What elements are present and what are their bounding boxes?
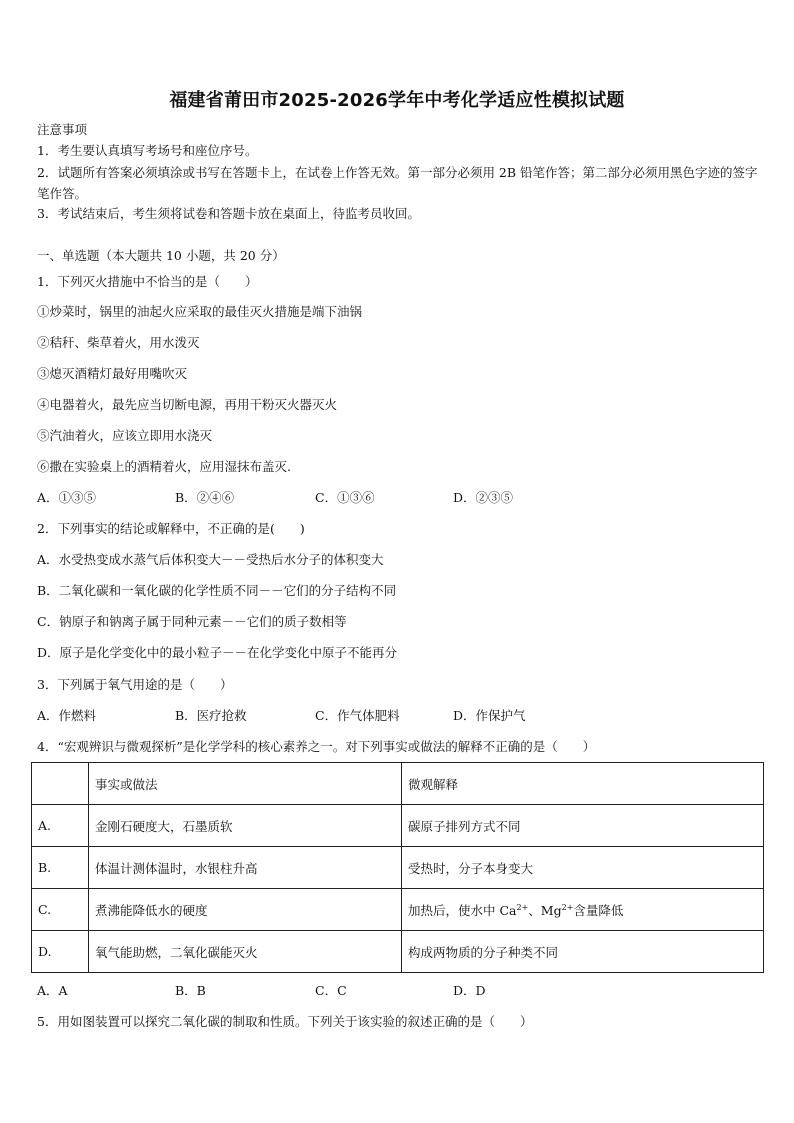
- q3-option-b: B．医疗抢救: [175, 708, 247, 723]
- row-explain: 碳原子排列方式不同: [402, 805, 764, 847]
- q4-option-c: C．C: [315, 983, 347, 998]
- q2-choice-c: C．钠原子和钠离子属于同种元素－－它们的质子数相等: [37, 614, 347, 629]
- q1-statement: ⑤汽油着火，应该立即用水浇灭: [37, 428, 213, 443]
- row-fact: 氧气能助燃，二氧化碳能灭火: [89, 931, 402, 973]
- q1-statement: ②秸秆、柴草着火，用水泼灭: [37, 335, 200, 350]
- table-header-cell: [32, 763, 89, 805]
- explain-text: 含量降低: [573, 902, 624, 918]
- row-fact: 金刚石硬度大，石墨质软: [89, 805, 402, 847]
- notice-item-3: 3．考试结束后，考生须将试卷和答题卡放在桌面上，待监考员收回。: [37, 206, 420, 221]
- notice-item-2: 2．试题所有答案必须填涂或书写在答题卡上，在试卷上作答无效。第一部分必须用 2B 铅笔作答；第二部分必须用黑色字迹的签字笔作答。: [37, 165, 758, 201]
- q1-option-c: C．①③⑥: [315, 490, 375, 505]
- row-fact: 体温计测体温时，水银柱升高: [89, 847, 402, 889]
- table-header-cell: 事实或做法: [89, 763, 402, 805]
- q1-statement: ①炒菜时，锅里的油起火应采取的最佳灭火措施是端下油锅: [37, 304, 363, 319]
- table-row: [32, 805, 764, 847]
- q4-option-b: B．B: [175, 983, 206, 998]
- section-heading: 一、单选题（本大题共 10 小题，共 20 分）: [37, 248, 285, 263]
- row-fact: 煮沸能降低水的硬度: [89, 889, 402, 931]
- table-header-row: [32, 763, 764, 805]
- ion-charge: 2+: [516, 902, 529, 912]
- q4-option-d: D．D: [453, 983, 486, 998]
- q1-option-d: D．②③⑤: [453, 490, 514, 505]
- q1-statement: ④电器着火，最先应当切断电源，再用干粉灭火器灭火: [37, 397, 338, 412]
- row-label: D.: [32, 931, 89, 973]
- q4-table: [31, 762, 764, 973]
- q1-statement: ⑥撒在实验桌上的酒精着火，应用湿抹布盖灭.: [37, 459, 291, 474]
- table-row: [32, 847, 764, 889]
- q2-stem: 2．下列事实的结论或解释中，不正确的是( ): [37, 521, 305, 536]
- row-explain: [402, 889, 764, 931]
- table-row: [32, 931, 764, 973]
- row-label: A.: [32, 805, 89, 847]
- q1-statement: ③熄灭酒精灯最好用嘴吹灭: [37, 366, 188, 381]
- q3-stem: 3．下列属于氧气用途的是（ ）: [37, 677, 233, 692]
- row-label: B.: [32, 847, 89, 889]
- q2-choice-a: A．水受热变成水蒸气后体积变大－－受热后水分子的体积变大: [37, 552, 384, 567]
- q1-option-b: B．②④⑥: [175, 490, 235, 505]
- row-label: C.: [32, 889, 89, 931]
- notice-heading: 注意事项: [37, 122, 88, 137]
- q5-stem: 5．用如图装置可以探究二氧化碳的制取和性质。下列关于该实验的叙述正确的是（ ）: [37, 1014, 533, 1029]
- q1-stem: 1．下列灭火措施中不恰当的是（ ）: [37, 274, 258, 289]
- explain-text: 加热后，使水中 Ca: [408, 902, 517, 918]
- q3-option-a: A．作燃料: [37, 708, 97, 723]
- q2-choice-b: B．二氧化碳和一氧化碳的化学性质不同－－它们的分子结构不同: [37, 583, 397, 598]
- page-title: 福建省莆田市2025-2026学年中考化学适应性模拟试题: [169, 90, 625, 111]
- q4-option-a: A．A: [37, 983, 68, 998]
- ion-charge: 2+: [561, 902, 574, 912]
- explain-text: 、Mg: [528, 902, 562, 918]
- table-row: [32, 889, 764, 931]
- row-explain: 受热时，分子本身变大: [402, 847, 764, 889]
- q3-option-d: D．作保护气: [453, 708, 526, 723]
- row-explain: 构成两物质的分子种类不同: [402, 931, 764, 973]
- table-header-cell: 微观解释: [402, 763, 764, 805]
- q1-option-a: A．①③⑤: [37, 490, 97, 505]
- q2-choice-d: D．原子是化学变化中的最小粒子－－在化学变化中原子不能再分: [37, 645, 398, 660]
- q4-stem: 4．“宏观辨识与微观探析”是化学学科的核心素养之一。对下列事实或做法的解释不正确的是（ ）: [37, 739, 596, 754]
- q3-option-c: C．作气体肥料: [315, 708, 400, 723]
- notice-item-1: 1．考生要认真填写考场号和座位序号。: [37, 143, 258, 158]
